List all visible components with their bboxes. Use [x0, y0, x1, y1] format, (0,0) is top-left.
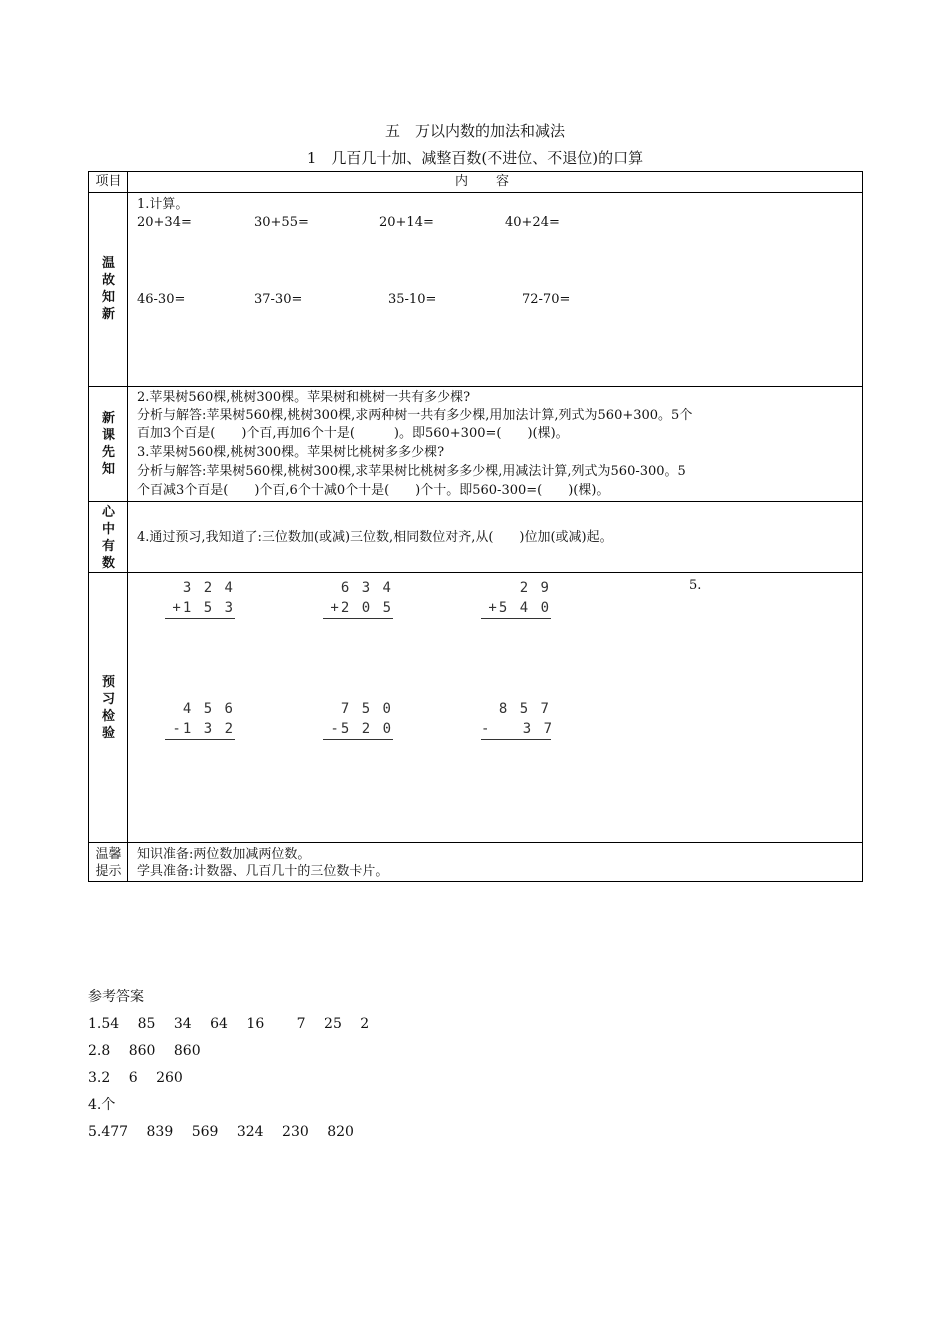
tips-label: 温馨 提示	[95, 847, 122, 879]
summary-text: 4.通过预习,我知道了:三位数加(或减)三位数,相同数位对齐,从( )位加(或减)起。	[137, 530, 613, 545]
answer-line: 3.2 6 260	[88, 1070, 183, 1086]
vertical-calc: 2 9 +5 4 0	[481, 578, 551, 619]
calc-item: 37-30=	[254, 292, 303, 307]
answer-line: 2.8 860 860	[88, 1043, 201, 1059]
lesson-line: 分析与解答:苹果树560棵,桃树300棵,求两种树一共有多少棵,用加法计算,列式为560+300。5个	[137, 408, 693, 423]
lesson-line: 3.苹果树560棵,桃树300棵。苹果树比桃树多多少棵?	[137, 445, 445, 460]
header-item: 项目	[95, 174, 122, 189]
calc-item: 40+24=	[505, 215, 560, 230]
review-label: 温 故 知 新	[101, 256, 115, 322]
lesson-title: 1 几百几十加、减整百数(不进位、不退位)的口算	[306, 149, 644, 167]
answer-line: 5.477 839 569 324 230 820	[88, 1124, 354, 1140]
lesson-line: 2.苹果树560棵,桃树300棵。苹果树和桃树一共有多少棵?	[137, 390, 471, 405]
vertical-calc: 7 5 0 -5 2 0	[323, 699, 393, 740]
vertical-calc: 4 5 6 -1 3 2	[165, 699, 235, 740]
vertical-calc: 6 3 4 +2 0 5	[323, 578, 393, 619]
answer-line: 1.54 85 34 64 16 7 25 2	[88, 1016, 370, 1032]
q1-title: 1.计算。	[137, 197, 189, 212]
check-label: 预 习 检 验	[101, 675, 115, 741]
answer-line: 4.个	[88, 1097, 116, 1113]
answer-key	[88, 988, 369, 1150]
row-divider	[89, 572, 862, 573]
calc-item: 46-30=	[137, 292, 186, 307]
summary-label: 心 中 有 数	[101, 505, 115, 571]
tips-line: 知识准备:两位数加减两位数。	[137, 847, 311, 862]
row-divider	[89, 386, 862, 387]
lesson-line: 分析与解答:苹果树560棵,桃树300棵,求苹果树比桃树多多少棵,用减法计算,列式为560-300。5	[137, 464, 686, 479]
q5-label: 5.	[689, 578, 702, 593]
answer-title: 参考答案	[88, 989, 144, 1005]
row-divider	[89, 192, 862, 193]
tips-line: 学具准备:计数器、几百几十的三位数卡片。	[137, 864, 389, 879]
calc-item: 20+14=	[379, 215, 434, 230]
calc-item: 30+55=	[254, 215, 309, 230]
new-lesson-label: 新 课 先 知	[101, 411, 115, 477]
worksheet-table	[88, 171, 863, 882]
row-divider	[89, 842, 862, 843]
lesson-line: 百加3个百是( )个百,再加6个十是( )。即560+300=( )(棵)。	[137, 426, 569, 441]
calc-item: 72-70=	[522, 292, 571, 307]
chapter-title: 五 万以内数的加法和减法	[384, 122, 565, 140]
vertical-calc: 8 5 7 - 3 7	[481, 699, 551, 740]
vertical-calc: 3 2 4 +1 5 3	[165, 578, 235, 619]
lesson-line: 个百减3个百是( )个百,6个十减0个十是( )个十。即560-300=( )(棵)。	[137, 483, 610, 498]
row-divider	[89, 501, 862, 502]
calc-item: 35-10=	[388, 292, 437, 307]
header-content: 内容	[454, 174, 537, 189]
calc-item: 20+34=	[137, 215, 192, 230]
